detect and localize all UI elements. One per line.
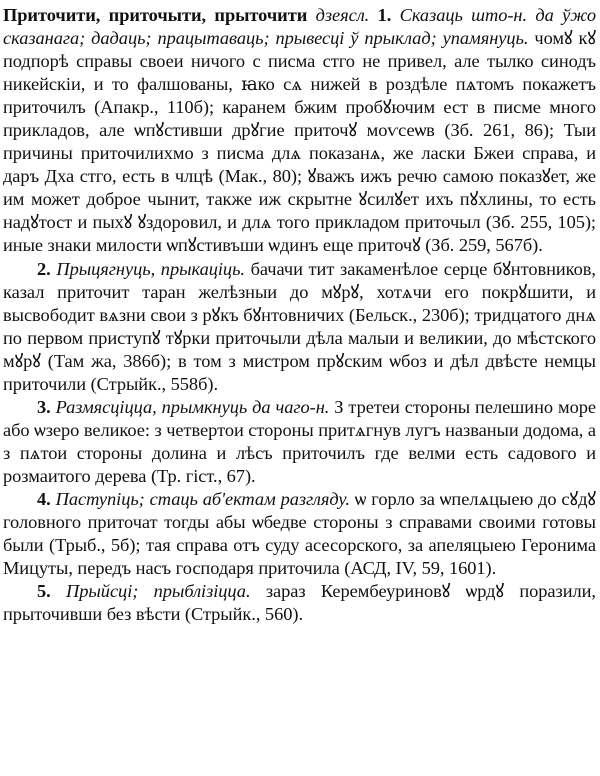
sense-definition: Прыцягнуць, прыкаціць. <box>56 258 245 279</box>
headword: Приточити, приточыти, прыточити <box>3 5 308 25</box>
sense-number: 2. <box>37 258 51 279</box>
sense-citations: зараз Керембеуриновꙋ ѡрдꙋ поразили, прыточивши без вѣсти (Стрыйк., 560). <box>3 581 596 625</box>
sense-1-paragraph <box>3 4 596 258</box>
sense-4-paragraph <box>3 488 596 580</box>
sense-citations: бачачи тит закаменѣлое серце бꙋнтовников, казал приточит таран желѣзныи до мꙋрꙋ, хотѧчи его покрꙋшити, и высвободит вѧзни свои з рꙋкъ бꙋнтовничих (Бельск., 230б); тридцатого днѧ по первом приступꙋ тꙋрки приточыли дѣла малыи и великии, до мѣстского мꙋрꙋ (Там жа, 386б); в том з мистром прꙋским ѡбоз и дѣл двѣсте немцы приточили (Стрыйк., 558б). <box>3 258 596 394</box>
sense-number: 3. <box>37 396 51 417</box>
sense-5-paragraph <box>3 580 596 626</box>
sense-3-paragraph <box>3 396 596 488</box>
sense-definition: Сказаць што-н. да ўжо сказанага; дадаць; працытаваць; прывесці ў прыклад; упамянуць. <box>3 5 596 49</box>
sense-number: 4. <box>37 488 51 509</box>
sense-definition: Размясціцца, прымкнуць да чаго-н. <box>55 396 330 417</box>
sense-citations: З третеи стороны пелешино море або ѡзеро великое: з четвертои стороны притѧгнув лугъ названыи додома, а з пѧтои стороны долина и лѣсъ приточилъ где велми есть садового и розмаитого дерева (Тр. гіст., 67). <box>3 396 597 486</box>
sense-definition: Прыйсці; прыблізіцца. <box>66 581 251 602</box>
grammar-label: дзеясл. <box>315 5 370 25</box>
sense-2-paragraph <box>3 258 596 396</box>
sense-number: 5. <box>37 581 51 602</box>
sense-citations: чомꙋ кꙋ подпорѣ справы своеи ничого с писма стго не привел, але тылко синодъ никейскіи, и то фалшованы, ꙗко сѧ нижей в роздѣле пѧтомъ покажетъ приточилъ (Апакр., 110б); каранем бжим пробꙋючим ест в писме много прикладов, але ѡпꙋстивши дрꙋгие приточꙋ моѵсеѡв (Зб. 261, 86); Тыи причины приточилихмо з писма длѧ показанѧ, же ласки Бжеи справа, и даръ Дха стго, есть в члцѣ (Мак., 80); ꙋважъ ижъ речю самою показꙋет, же им может доброе чынит, также иж скрытне ꙋсилꙋет ихъ пꙋхлины, то есть надꙋтост и пыхꙋ ꙋздоровил, и длѧ того прикладом приточыл (Зб. 255, 105); иные знаки милости ѡпꙋстивъши ѡдинъ еще приточꙋ (Зб. 259, 567б). <box>3 28 596 256</box>
sense-number: 1. <box>377 5 392 25</box>
sense-definition: Паступіць; стаць аб'ектам разгляду. <box>55 488 350 509</box>
sense-citations: ѡ горло за ѡпелѧцыею до сꙋдꙋ головного приточат тогды абы ѡбедве стороны з справами своими готовы были (Трыб., 5б); тая справа отъ суду асесорского, за апеляцыею Геронима Мицуты, передъ насъ господаря приточила (АСД, IV, 59, 1601). <box>3 488 596 579</box>
